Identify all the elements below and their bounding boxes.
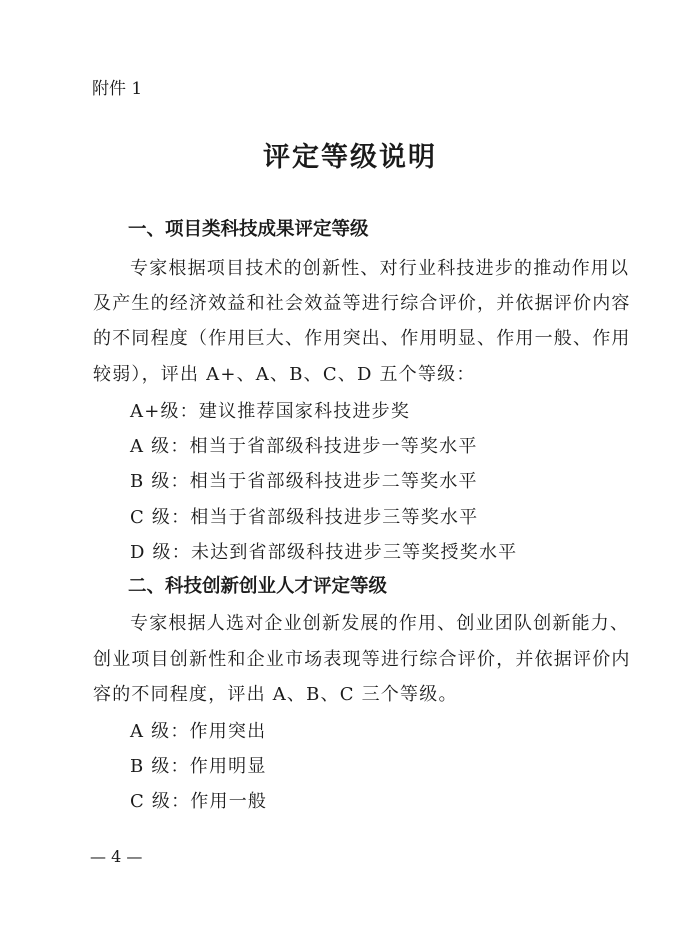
grade-b: B 级：相当于省部级科技进步二等奖水平 xyxy=(130,471,478,492)
grade-c: C 级：相当于省部级科技进步三等奖水平 xyxy=(130,507,479,528)
grade-a-plus: A+级：建议推荐国家科技进步奖 xyxy=(130,401,411,422)
attachment-label: 附件 1 xyxy=(92,79,143,99)
grade-a: A 级：相当于省部级科技进步一等奖水平 xyxy=(130,436,478,457)
section1-para-line: 的不同程度（作用巨大、作用突出、作用明显、作用一般、作用 xyxy=(93,328,631,349)
section2-para-line: 专家根据人选对企业创新发展的作用、创业团队创新能力、 xyxy=(130,613,630,634)
grade-d: D 级：未达到省部级科技进步三等奖授奖水平 xyxy=(130,542,518,563)
section2-para-line: 容的不同程度，评出 A、B、C 三个等级。 xyxy=(93,684,458,705)
talent-grade-b: B 级：作用明显 xyxy=(130,756,267,777)
talent-grade-a: A 级：作用突出 xyxy=(130,721,267,742)
page-number: — 4 — xyxy=(90,847,143,866)
section1-heading: 一、项目类科技成果评定等级 xyxy=(128,219,369,240)
section1-para-line: 及产生的经济效益和社会效益等进行综合评价，并依据评价内容 xyxy=(93,293,631,314)
section2-heading: 二、科技创新创业人才评定等级 xyxy=(128,576,388,597)
document-title: 评定等级说明 xyxy=(263,142,437,173)
section2-para-line: 创业项目创新性和企业市场表现等进行综合评价，并依据评价内 xyxy=(93,649,631,670)
talent-grade-c: C 级：作用一般 xyxy=(130,791,268,812)
section1-para-line: 较弱），评出 A+、A、B、C、D 五个等级： xyxy=(93,364,476,385)
section1-para-line: 专家根据项目技术的创新性、对行业科技进步的推动作用以 xyxy=(130,258,630,279)
